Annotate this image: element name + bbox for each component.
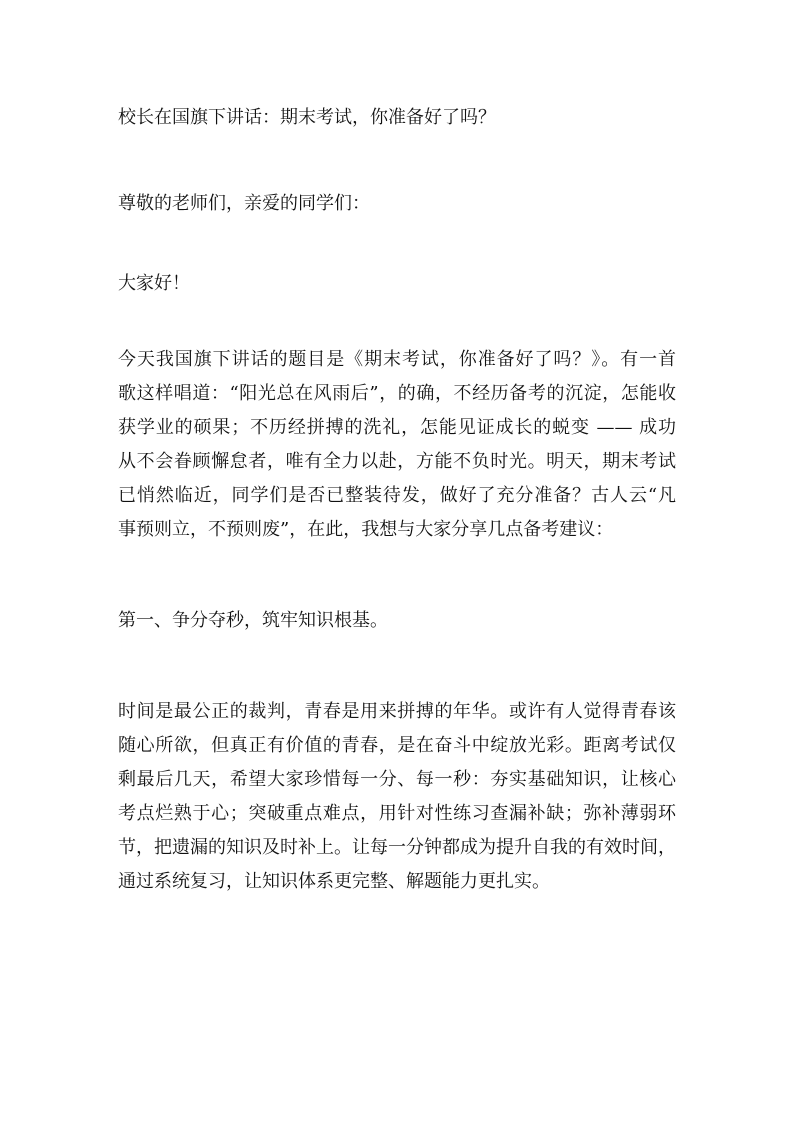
document-title bbox=[118, 101, 676, 135]
greeting-text: 尊敬的老师们，亲爱的同学们： bbox=[118, 193, 370, 214]
hello-text: 大家好！ bbox=[118, 273, 190, 294]
greeting bbox=[118, 187, 676, 221]
paragraph-line: 从不会眷顾懈怠者，唯有全力以赴，方能不负时光。明天，期末考试 bbox=[118, 451, 676, 472]
paragraph-line: 时间是最公正的裁判，青春是用来拼搏的年华。或许有人觉得青春该 bbox=[118, 701, 676, 722]
paragraph-line: 随心所欲，但真正有价值的青春，是在奋斗中绽放光彩。距离考试仅 bbox=[118, 735, 676, 756]
heading-text: 第一、争分夺秒，筑牢知识根基。 bbox=[118, 610, 388, 631]
paragraph-1 bbox=[118, 343, 676, 547]
paragraph-line: 今天我国旗下讲话的题目是《期末考试，你准备好了吗？》。有一首 bbox=[118, 349, 676, 370]
paragraph-line: 获学业的硕果；不历经拼搏的洗礼，怎能见证成长的蜕变 —— 成功 bbox=[118, 417, 676, 438]
title-text: 校长在国旗下讲话：期末考试，你准备好了吗？ bbox=[118, 107, 496, 128]
paragraph-line: 事预则立，不预则废”，在此，我想与大家分享几点备考建议： bbox=[118, 519, 614, 540]
paragraph-line: 考点烂熟于心；突破重点难点，用针对性练习查漏补缺；弥补薄弱环 bbox=[118, 803, 676, 824]
paragraph-line: 歌这样唱道：“阳光总在风雨后”，的确，不经历备考的沉淀，怎能收 bbox=[118, 383, 676, 404]
paragraph-line: 已悄然临近，同学们是否已整装待发，做好了充分准备？古人云“凡 bbox=[118, 485, 676, 506]
hello bbox=[118, 267, 676, 301]
paragraph-2 bbox=[118, 695, 676, 899]
paragraph-line: 节，把遗漏的知识及时补上。让每一分钟都成为提升自我的有效时间， bbox=[118, 837, 676, 858]
paragraph-line: 通过系统复习，让知识体系更完整、解题能力更扎实。 bbox=[118, 871, 550, 892]
section-heading-1 bbox=[118, 604, 676, 638]
paragraph-line: 剩最后几天，希望大家珍惜每一分、每一秒：夯实基础知识，让核心 bbox=[118, 769, 676, 790]
